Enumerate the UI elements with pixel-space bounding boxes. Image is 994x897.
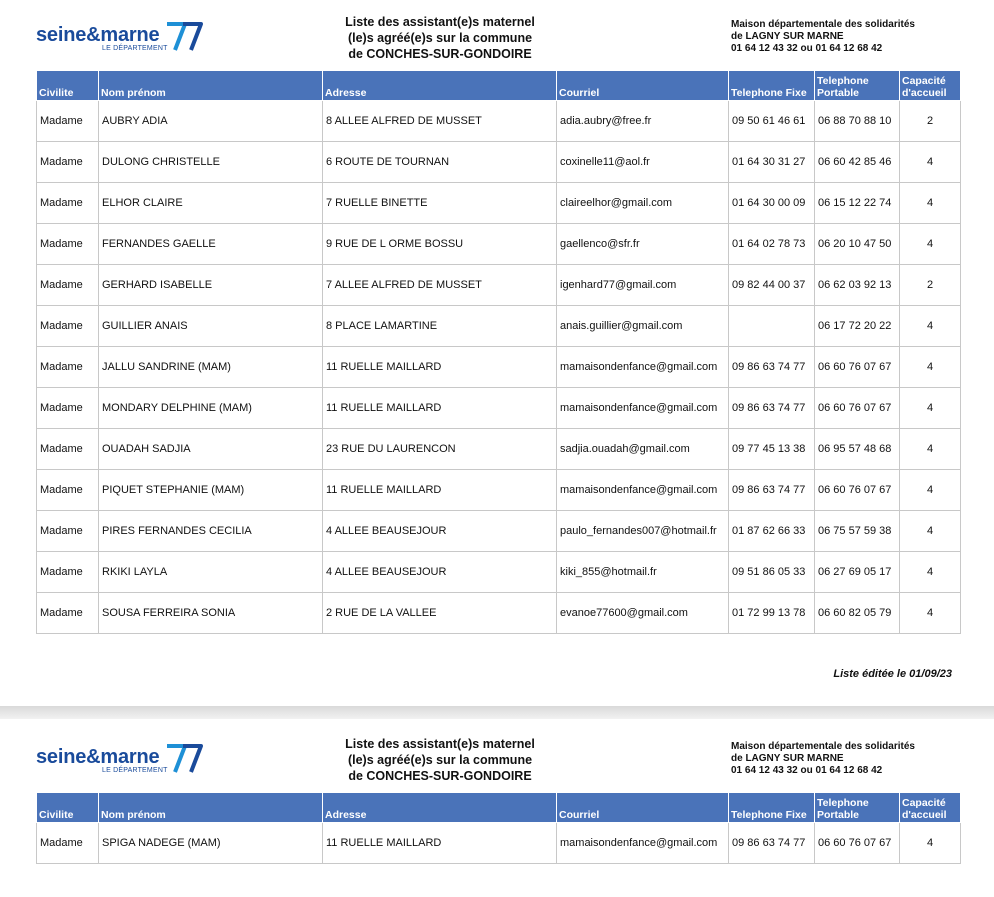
contact-line: Maison départementale des solidarités (731, 741, 915, 752)
seine-et-marne-logo (36, 20, 206, 60)
col-nom-prenom-cell: FERNANDES GAELLE (99, 224, 323, 265)
col-courriel-cell: kiki_855@hotmail.fr (557, 552, 729, 593)
col-capacite-accueil-cell: 4 (900, 823, 961, 864)
contact-line: Maison départementale des solidarités (731, 19, 915, 30)
col-telephone-portable-cell: 06 75 57 59 38 (815, 511, 900, 552)
table-header-row (37, 793, 961, 823)
table-row (37, 823, 961, 864)
col-capacite-accueil-cell: 4 (900, 224, 961, 265)
col-nom-prenom-cell: MONDARY DELPHINE (MAM) (99, 388, 323, 429)
table-row (37, 224, 961, 265)
page-separator (0, 706, 994, 719)
col-capacite-accueil-header: Capacité d'accueil (900, 793, 961, 823)
col-capacite-accueil-cell: 2 (900, 101, 961, 142)
col-civilite-cell: Madame (37, 142, 99, 183)
title-line: (le)s agréé(e)s sur la commune (347, 31, 533, 45)
col-capacite-accueil-cell: 4 (900, 388, 961, 429)
title-line: Liste des assistant(e)s maternel (345, 15, 535, 29)
edition-date: Liste éditée le 01/09/23 (833, 668, 952, 680)
col-telephone-portable-header: Telephone Portable (815, 793, 900, 823)
col-nom-prenom-cell: PIQUET STEPHANIE (MAM) (99, 470, 323, 511)
col-courriel-cell: mamaisondenfance@gmail.com (557, 823, 729, 864)
col-adresse-cell: 11 RUELLE MAILLARD (323, 823, 557, 864)
col-civilite-header: Civilite (37, 793, 99, 823)
col-capacite-accueil-cell: 4 (900, 142, 961, 183)
col-telephone-portable-cell: 06 15 12 22 74 (815, 183, 900, 224)
col-capacite-accueil-cell: 4 (900, 183, 961, 224)
col-telephone-fixe-header: Telephone Fixe (729, 71, 815, 101)
contact-line: de LAGNY SUR MARNE (731, 753, 844, 764)
col-telephone-portable-cell: 06 60 42 85 46 (815, 142, 900, 183)
table-row (37, 470, 961, 511)
col-telephone-portable-cell: 06 60 76 07 67 (815, 823, 900, 864)
table-row (37, 265, 961, 306)
col-adresse-cell: 8 ALLEE ALFRED DE MUSSET (323, 101, 557, 142)
col-adresse-cell: 2 RUE DE LA VALLEE (323, 593, 557, 634)
col-telephone-portable-cell: 06 60 76 07 67 (815, 347, 900, 388)
col-civilite-cell: Madame (37, 823, 99, 864)
col-adresse-cell: 11 RUELLE MAILLARD (323, 347, 557, 388)
col-telephone-fixe-cell: 01 64 02 78 73 (729, 224, 815, 265)
col-courriel-cell: evanoe77600@gmail.com (557, 593, 729, 634)
contact-block (731, 741, 981, 777)
col-courriel-cell: paulo_fernandes007@hotmail.fr (557, 511, 729, 552)
col-telephone-fixe-cell: 01 64 30 00 09 (729, 183, 815, 224)
col-telephone-portable-cell: 06 27 69 05 17 (815, 552, 900, 593)
logo-77-icon (165, 742, 205, 774)
col-telephone-portable-cell: 06 88 70 88 10 (815, 101, 900, 142)
logo-text: seine&marne (36, 24, 160, 46)
col-courriel-cell: anais.guillier@gmail.com (557, 306, 729, 347)
col-telephone-fixe-header: Telephone Fixe (729, 793, 815, 823)
col-civilite-header: Civilite (37, 71, 99, 101)
col-civilite-cell: Madame (37, 429, 99, 470)
col-courriel-cell: mamaisondenfance@gmail.com (557, 388, 729, 429)
col-telephone-portable-header: Telephone Portable (815, 71, 900, 101)
logo-text: seine&marne (36, 746, 160, 768)
col-nom-prenom-cell: AUBRY ADIA (99, 101, 323, 142)
contact-line: 01 64 12 43 32 ou 01 64 12 68 42 (731, 43, 883, 54)
table-row (37, 388, 961, 429)
col-civilite-cell: Madame (37, 183, 99, 224)
col-courriel-header: Courriel (557, 71, 729, 101)
col-telephone-fixe-cell: 09 86 63 74 77 (729, 347, 815, 388)
col-telephone-fixe-cell: 09 86 63 74 77 (729, 823, 815, 864)
col-adresse-header: Adresse (323, 71, 557, 101)
title-line: Liste des assistant(e)s maternel (345, 737, 535, 751)
col-nom-prenom-cell: RKIKI LAYLA (99, 552, 323, 593)
col-adresse-cell: 11 RUELLE MAILLARD (323, 470, 557, 511)
col-adresse-cell: 6 ROUTE DE TOURNAN (323, 142, 557, 183)
col-capacite-accueil-cell: 4 (900, 511, 961, 552)
col-telephone-portable-cell: 06 17 72 20 22 (815, 306, 900, 347)
logo-77-icon (165, 20, 205, 52)
col-civilite-cell: Madame (37, 306, 99, 347)
col-telephone-fixe-cell (729, 306, 815, 347)
col-capacite-accueil-cell: 4 (900, 593, 961, 634)
col-civilite-cell: Madame (37, 552, 99, 593)
col-capacite-accueil-cell: 4 (900, 429, 961, 470)
col-courriel-cell: mamaisondenfance@gmail.com (557, 347, 729, 388)
col-adresse-cell: 4 ALLEE BEAUSEJOUR (323, 552, 557, 593)
col-telephone-fixe-cell: 09 82 44 00 37 (729, 265, 815, 306)
col-nom-prenom-cell: JALLU SANDRINE (MAM) (99, 347, 323, 388)
col-courriel-cell: mamaisondenfance@gmail.com (557, 470, 729, 511)
col-telephone-portable-cell: 06 60 76 07 67 (815, 388, 900, 429)
document-page-2 (0, 719, 994, 897)
table-row (37, 142, 961, 183)
title-line: (le)s agréé(e)s sur la commune (347, 753, 533, 767)
col-courriel-cell: coxinelle11@aol.fr (557, 142, 729, 183)
col-adresse-cell: 23 RUE DU LAURENCON (323, 429, 557, 470)
col-telephone-fixe-cell: 09 86 63 74 77 (729, 388, 815, 429)
col-telephone-portable-cell: 06 95 57 48 68 (815, 429, 900, 470)
col-nom-prenom-header: Nom prénom (99, 71, 323, 101)
table-row (37, 347, 961, 388)
col-civilite-cell: Madame (37, 388, 99, 429)
table-header-row (37, 71, 961, 101)
title-line: de CONCHES-SUR-GONDOIRE (348, 769, 532, 783)
document-title (300, 736, 580, 784)
col-nom-prenom-cell: SPIGA NADEGE (MAM) (99, 823, 323, 864)
col-telephone-fixe-cell: 09 77 45 13 38 (729, 429, 815, 470)
col-courriel-cell: adia.aubry@free.fr (557, 101, 729, 142)
col-telephone-portable-cell: 06 60 76 07 67 (815, 470, 900, 511)
col-courriel-cell: sadjia.ouadah@gmail.com (557, 429, 729, 470)
col-capacite-accueil-cell: 4 (900, 470, 961, 511)
contact-block (731, 19, 981, 55)
col-telephone-fixe-cell: 01 64 30 31 27 (729, 142, 815, 183)
col-courriel-cell: gaellenco@sfr.fr (557, 224, 729, 265)
col-nom-prenom-cell: OUADAH SADJIA (99, 429, 323, 470)
col-civilite-cell: Madame (37, 593, 99, 634)
col-civilite-cell: Madame (37, 265, 99, 306)
col-courriel-header: Courriel (557, 793, 729, 823)
col-telephone-portable-cell: 06 62 03 92 13 (815, 265, 900, 306)
col-capacite-accueil-header: Capacité d'accueil (900, 71, 961, 101)
col-civilite-cell: Madame (37, 347, 99, 388)
table-row (37, 429, 961, 470)
seine-et-marne-logo (36, 742, 206, 782)
col-capacite-accueil-cell: 2 (900, 265, 961, 306)
col-nom-prenom-cell: GERHARD ISABELLE (99, 265, 323, 306)
col-capacite-accueil-cell: 4 (900, 552, 961, 593)
col-nom-prenom-cell: DULONG CHRISTELLE (99, 142, 323, 183)
table-row (37, 511, 961, 552)
col-adresse-header: Adresse (323, 793, 557, 823)
col-adresse-cell: 8 PLACE LAMARTINE (323, 306, 557, 347)
col-civilite-cell: Madame (37, 101, 99, 142)
col-courriel-cell: igenhard77@gmail.com (557, 265, 729, 306)
col-telephone-portable-cell: 06 20 10 47 50 (815, 224, 900, 265)
document-title (300, 14, 580, 62)
table-row (37, 552, 961, 593)
col-nom-prenom-cell: ELHOR CLAIRE (99, 183, 323, 224)
table-row (37, 306, 961, 347)
contact-line: de LAGNY SUR MARNE (731, 31, 844, 42)
logo-subtitle: LE DÉPARTEMENT (102, 45, 168, 52)
col-courriel-cell: claireelhor@gmail.com (557, 183, 729, 224)
table-row (37, 183, 961, 224)
col-telephone-fixe-cell: 01 87 62 66 33 (729, 511, 815, 552)
col-telephone-fixe-cell: 09 86 63 74 77 (729, 470, 815, 511)
col-telephone-fixe-cell: 09 50 61 46 61 (729, 101, 815, 142)
col-adresse-cell: 11 RUELLE MAILLARD (323, 388, 557, 429)
col-telephone-fixe-cell: 09 51 86 05 33 (729, 552, 815, 593)
col-telephone-fixe-cell: 01 72 99 13 78 (729, 593, 815, 634)
logo-subtitle: LE DÉPARTEMENT (102, 767, 168, 774)
col-adresse-cell: 7 ALLEE ALFRED DE MUSSET (323, 265, 557, 306)
col-nom-prenom-header: Nom prénom (99, 793, 323, 823)
col-nom-prenom-cell: SOUSA FERREIRA SONIA (99, 593, 323, 634)
assistants-table (36, 70, 961, 634)
col-adresse-cell: 4 ALLEE BEAUSEJOUR (323, 511, 557, 552)
col-civilite-cell: Madame (37, 470, 99, 511)
col-capacite-accueil-cell: 4 (900, 306, 961, 347)
col-civilite-cell: Madame (37, 224, 99, 265)
col-adresse-cell: 7 RUELLE BINETTE (323, 183, 557, 224)
contact-line: 01 64 12 43 32 ou 01 64 12 68 42 (731, 765, 883, 776)
col-capacite-accueil-cell: 4 (900, 347, 961, 388)
title-line: de CONCHES-SUR-GONDOIRE (348, 47, 532, 61)
col-nom-prenom-cell: GUILLIER ANAIS (99, 306, 323, 347)
col-adresse-cell: 9 RUE DE L ORME BOSSU (323, 224, 557, 265)
col-telephone-portable-cell: 06 60 82 05 79 (815, 593, 900, 634)
col-nom-prenom-cell: PIRES FERNANDES CECILIA (99, 511, 323, 552)
assistants-table (36, 792, 961, 864)
table-row (37, 593, 961, 634)
table-row (37, 101, 961, 142)
col-civilite-cell: Madame (37, 511, 99, 552)
